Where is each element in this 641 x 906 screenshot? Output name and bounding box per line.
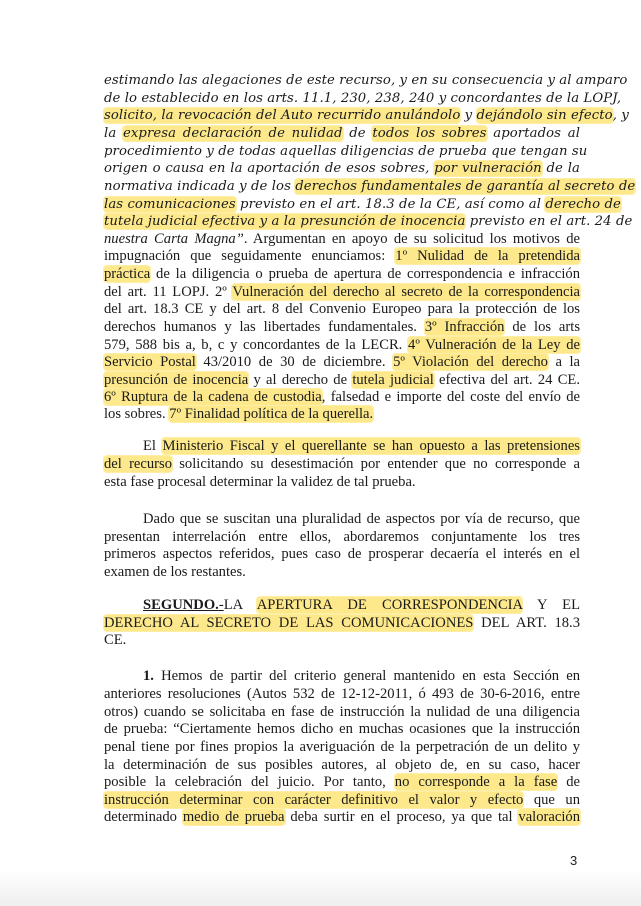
- text-run: de la diligencia o prueba de apertura de correspondencia e infracción: [150, 266, 580, 282]
- text-line: [104, 739, 580, 757]
- text-line: [104, 564, 580, 582]
- text-run: los sobres.: [104, 406, 170, 422]
- text-run: -: [218, 597, 224, 613]
- text-line: [104, 301, 580, 319]
- text-line: [104, 721, 580, 739]
- text-run: CE.: [104, 632, 127, 648]
- text-line: [104, 143, 588, 161]
- highlighted-text: valoración: [518, 809, 580, 825]
- highlighted-text: medio de prueba: [182, 809, 285, 825]
- text-line: [104, 354, 580, 372]
- text-line: [104, 284, 580, 302]
- text-line: [104, 511, 580, 529]
- highlighted-text: por vulneración: [434, 161, 542, 176]
- text-line: [104, 196, 621, 214]
- text-line: [104, 474, 580, 492]
- text-line: [104, 160, 580, 178]
- text-run: efectiva del art. 24 CE.: [433, 372, 580, 388]
- text-run: 579, 588 bis a, b, c y concordantes de la LECR.: [104, 337, 409, 353]
- highlighted-text: Servicio Postal: [104, 354, 196, 370]
- text-run: esta fase procesal determinar la validez de tal prueba.: [104, 474, 416, 490]
- text-line: [104, 757, 580, 775]
- text-run: El: [143, 438, 163, 454]
- highlighted-text: APERTURA DE CORRESPONDENCIA: [256, 597, 523, 613]
- text-run: la: [104, 126, 123, 141]
- text-run: , y: [612, 108, 629, 123]
- text-run: 1.: [143, 668, 154, 684]
- text-run: determinado: [104, 809, 183, 825]
- text-run: y al derecho de: [248, 372, 353, 388]
- highlighted-text: Ministerio Fiscal y el querellante se han opuesto a las pretensiones: [162, 438, 580, 454]
- highlighted-text: presunción de inocencia: [104, 372, 249, 388]
- text-line: [104, 72, 628, 90]
- highlighted-text: 1º Nulidad de la pretendida: [395, 248, 580, 264]
- text-run: deba surtir en el proceso, ya que tal: [284, 809, 519, 825]
- highlighted-text: no corresponde a la fase: [394, 774, 558, 790]
- text-line: [104, 546, 580, 564]
- text-run: del art. 11 LOPJ. 2º: [104, 284, 233, 300]
- highlighted-text: 5º Violación del derecho: [393, 354, 548, 370]
- text-line: [104, 319, 580, 337]
- text-run: previsto en el art. 18.3 de la CE, así como al: [235, 197, 546, 212]
- text-run: origen o causa en la aportación de esos sobres,: [104, 161, 435, 176]
- text-run: de lo establecido en los arts. 11.1, 230, 238, 240 y concordantes de la LOPJ,: [104, 91, 622, 106]
- text-run: , falsedad e importe del coste del envío de: [321, 389, 581, 405]
- text-run: de prueba: “Ciertamente hemos dicho en muchas ocasiones que la instrucción: [104, 721, 580, 737]
- text-line: [104, 178, 636, 196]
- highlighted-text: instrucción determinar con carácter definitivo el valor y efecto: [104, 792, 524, 808]
- text-line: [104, 406, 580, 424]
- text-run: Y EL: [522, 597, 580, 613]
- text-run: . Argumentan en apoyo de su solicitud los motivos de: [243, 231, 580, 247]
- text-line: [104, 632, 580, 650]
- highlighted-text: todos los sobres: [372, 126, 487, 141]
- text-run: del art. 18.3 CE y del art. 8 del Convenio Europeo para la protección de los: [104, 301, 580, 317]
- text-run: solicitando su desestimación por entender que no corresponde a: [172, 456, 580, 472]
- text-run: Hemos de partir del criterio general mantenido en esta Sección en: [153, 668, 580, 684]
- highlighted-text: solicito, la revocación del Auto recurrido anulándolo: [104, 108, 461, 123]
- text-run: aportados al: [486, 126, 581, 141]
- text-run: primeros aspectos referidos, pues caso de prosperar decaería el interés en el: [104, 546, 580, 562]
- text-run: impugnación que seguidamente enunciamos:: [104, 248, 396, 264]
- text-run: de: [557, 774, 580, 790]
- highlighted-text: las comunicaciones: [104, 197, 236, 212]
- text-line: [104, 809, 580, 827]
- highlighted-text: 6º Ruptura de la cadena de custodia: [104, 389, 322, 405]
- text-line: [104, 529, 580, 547]
- text-line: [104, 248, 580, 266]
- text-run: examen de los restantes.: [104, 564, 246, 580]
- text-run: presentan interrelación entre ellos, abordaremos conjuntamente los tres: [104, 529, 580, 545]
- text-line: [104, 774, 580, 792]
- text-line: [104, 615, 580, 633]
- highlighted-text: derechos fundamentales de garantía al secreto de: [295, 179, 636, 194]
- highlighted-text: Vulneración del derecho al secreto de la correspondencia: [232, 284, 580, 300]
- text-run: 43/2010 de 30 de diciembre.: [195, 354, 394, 370]
- text-run: la determinación de sus posibles autores, al objeto de, en su caso, hacer: [104, 757, 580, 773]
- text-run: procedimiento y de todas aquellas diligencias de prueba que tengan su: [104, 144, 588, 159]
- text-run: de: [342, 126, 373, 141]
- text-line: [104, 213, 633, 231]
- text-line: [104, 597, 580, 615]
- highlighted-text: 3º Infracción: [424, 319, 505, 335]
- text-run: SEGUNDO.: [143, 597, 219, 613]
- text-run: que un: [523, 792, 580, 808]
- text-run: Dado que se suscitan una pluralidad de aspectos por vía de recurso, que: [143, 511, 580, 527]
- text-line: [104, 389, 580, 407]
- text-line: [104, 125, 580, 143]
- highlighted-text: dejándolo sin efecto: [476, 108, 613, 123]
- highlighted-text: del recurso: [104, 456, 173, 472]
- highlighted-text: práctica: [104, 266, 151, 282]
- highlighted-text: DERECHO AL SECRETO DE LAS COMUNICACIONES: [104, 615, 474, 631]
- text-run: de los arts: [504, 319, 580, 335]
- text-run: posible la celebración del juicio. Por tanto,: [104, 774, 395, 790]
- highlighted-text: tutela judicial efectiva y a la presunción de inocencia: [104, 214, 466, 229]
- text-line: [104, 792, 580, 810]
- text-run: penal tiene por fines propios la averiguación de la perpetración de un delito y: [104, 739, 580, 755]
- text-run: derechos humanos y las libertades fundamentales.: [104, 319, 425, 335]
- text-line: [104, 266, 580, 284]
- text-line: [104, 438, 580, 456]
- text-run: anteriores resoluciones (Autos 532 de 12-12-2011, ó 493 de 30-6-2016, entre: [104, 686, 580, 702]
- text-line: [104, 456, 580, 474]
- text-line: [104, 90, 622, 108]
- text-run: nuestra Carta Magna”: [104, 231, 244, 247]
- text-run: y: [460, 108, 477, 123]
- highlighted-text: expresa declaración de nulidad: [122, 126, 343, 141]
- text-run: LA: [223, 597, 257, 613]
- text-line: [104, 668, 580, 686]
- text-line: [104, 372, 580, 390]
- text-run: normativa indicada y de los: [104, 179, 296, 194]
- text-run: otros) cuando se solicitaba en fase de instrucción la nulidad de una diligencia: [104, 704, 580, 720]
- text-line: [104, 231, 580, 249]
- text-run: a la: [547, 354, 581, 370]
- text-line: [104, 704, 580, 722]
- highlighted-text: derecho de: [545, 197, 621, 212]
- highlighted-text: 7º Finalidad política de la querella.: [169, 406, 374, 422]
- text-line: [104, 107, 629, 125]
- highlighted-text: 4º Vulneración de la Ley de: [408, 337, 580, 353]
- text-run: de la: [541, 161, 581, 176]
- text-run: estimando las alegaciones de este recurso, y en su consecuencia y al amparo: [104, 73, 628, 88]
- text-line: [104, 337, 580, 355]
- text-run: previsto en el art. 24 de: [465, 214, 633, 229]
- highlighted-text: tutela judicial: [352, 372, 434, 388]
- text-run: DEL ART. 18.3: [473, 615, 580, 631]
- text-line: [104, 686, 580, 704]
- page-number: 3: [570, 853, 578, 868]
